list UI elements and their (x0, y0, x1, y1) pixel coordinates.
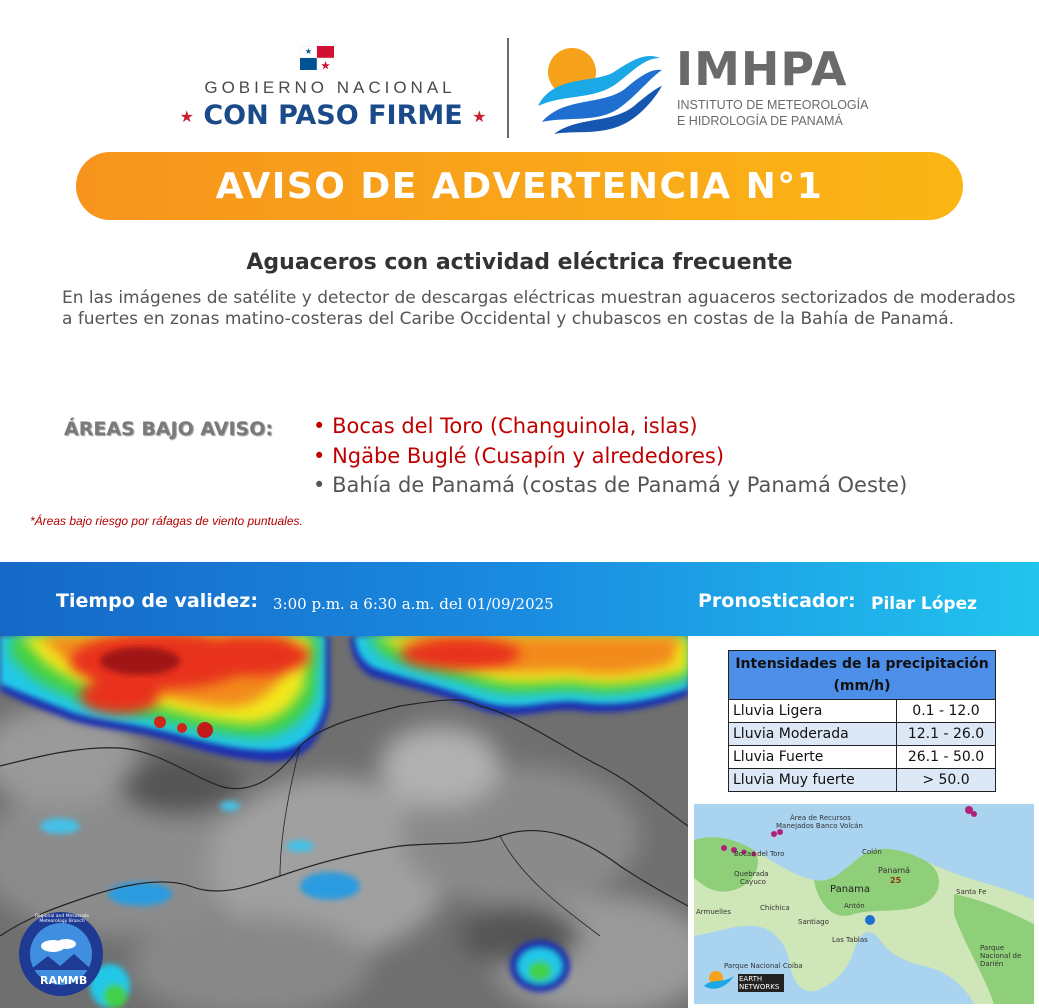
area-item: • Bocas del Toro (Changuinola, islas) (313, 414, 698, 438)
alert-description: En las imágenes de satélite y detector de descargas eléctricas muestran aguaceros sectorizados de moderados a fuertes en zonas matino-costeras del Caribe Occidental y chubascos en costas de la Bahía de Panamá. (62, 288, 1016, 329)
area-item-text: Ngäbe Buglé (Cusapín y alrededores) (332, 444, 725, 468)
table-row (729, 723, 996, 746)
validity-value: 3:00 p.m. a 6:30 a.m. del 01/09/2025 (273, 595, 554, 613)
validity-label-text: Tiempo de validez (56, 590, 251, 612)
map-label: Antón (844, 902, 865, 910)
table-row (729, 769, 996, 792)
government-name: GOBIERNO NACIONAL (204, 78, 456, 97)
map-label: Panama (830, 884, 871, 895)
validity-label: Tiempo de validez: (56, 590, 258, 612)
row-value: 12.1 - 26.0 (897, 723, 996, 746)
area-item-text: Bocas del Toro (Changuinola, islas) (332, 414, 698, 438)
map-label: Manejados Banco Volcán (776, 822, 863, 830)
row-value: 0.1 - 12.0 (897, 700, 996, 723)
row-value: > 50.0 (897, 769, 996, 792)
row-label: Lluvia Ligera (729, 700, 897, 723)
row-label: Lluvia Fuerte (729, 746, 897, 769)
areas-label: ÁREAS BAJO AVISO: (64, 418, 273, 440)
forecaster-name: Pilar López (871, 594, 977, 614)
map-label: Parque Nacional Coiba (724, 962, 803, 970)
table-row (729, 700, 996, 723)
org-name-line1: INSTITUTO DE METEOROLOGÍA (677, 98, 869, 112)
alert-subtitle: Aguaceros con actividad eléctrica frecuente (246, 250, 793, 275)
earth-networks-icon (704, 968, 734, 994)
header-divider (507, 38, 509, 138)
rammb-arc-text: Regional and Mesoscale Meteorology Branch (34, 914, 90, 924)
row-label: Lluvia Muy fuerte (729, 769, 897, 792)
government-slogan (178, 100, 488, 131)
rammb-logo-text: RAMMB (40, 974, 88, 987)
satellite-image (0, 636, 688, 1008)
map-label: Armuelles (696, 908, 731, 916)
org-acronym: IMHPA (676, 42, 848, 96)
area-item: • Ngäbe Buglé (Cusapín y alrededores) (313, 444, 725, 468)
map-label: Cayuco (740, 878, 766, 886)
forecaster-label-text: Pronosticador (698, 590, 848, 612)
org-name-line2: E HIDROLOGÍA DE PANAMÁ (677, 114, 843, 128)
warning-banner (76, 152, 963, 220)
map-label: Panamá (878, 866, 911, 875)
warning-title: AVISO DE ADVERTENCIA N°1 (215, 165, 824, 207)
earth-networks-logo (704, 968, 780, 998)
map-label: Área de Recursos (790, 814, 851, 822)
precipitation-table (728, 650, 996, 792)
government-slogan-text: CON PASO FIRME (203, 100, 463, 131)
wind-risk-note: *Áreas bajo riesgo por ráfagas de viento puntuales. (30, 514, 303, 528)
lightning-map (694, 804, 1034, 1004)
precipitation-table-title: Intensidades de la precipitación (735, 656, 989, 672)
map-count: 25 (890, 876, 902, 885)
map-label: Santa Fe (956, 888, 987, 896)
row-label: Lluvia Moderada (729, 723, 897, 746)
map-label: Colón (862, 848, 882, 856)
map-label: Las Tablas (832, 936, 868, 944)
star-icon: ★ (179, 107, 194, 126)
map-label: Quebrada (734, 870, 769, 878)
star-icon: ★ (472, 107, 487, 126)
table-row (729, 746, 996, 769)
row-value: 26.1 - 50.0 (897, 746, 996, 769)
map-label: Parque Nacional de Darién (980, 944, 1022, 968)
area-item-text: Bahía de Panamá (costas de Panamá y Panamá Oeste) (332, 473, 908, 497)
earth-networks-text: EARTH NETWORKS (738, 974, 784, 992)
forecaster-label: Pronosticador: (698, 590, 856, 612)
panama-flag-icon (300, 46, 334, 70)
precipitation-table-unit: (mm/h) (833, 678, 891, 694)
map-label: Bocas del Toro (734, 850, 785, 858)
imhpa-logo-icon (534, 44, 664, 136)
map-label: Santiago (798, 918, 829, 926)
precipitation-table-header (729, 651, 996, 700)
area-item: • Bahía de Panamá (costas de Panamá y Panamá Oeste) (313, 473, 908, 497)
map-label: Chichica (760, 904, 790, 912)
